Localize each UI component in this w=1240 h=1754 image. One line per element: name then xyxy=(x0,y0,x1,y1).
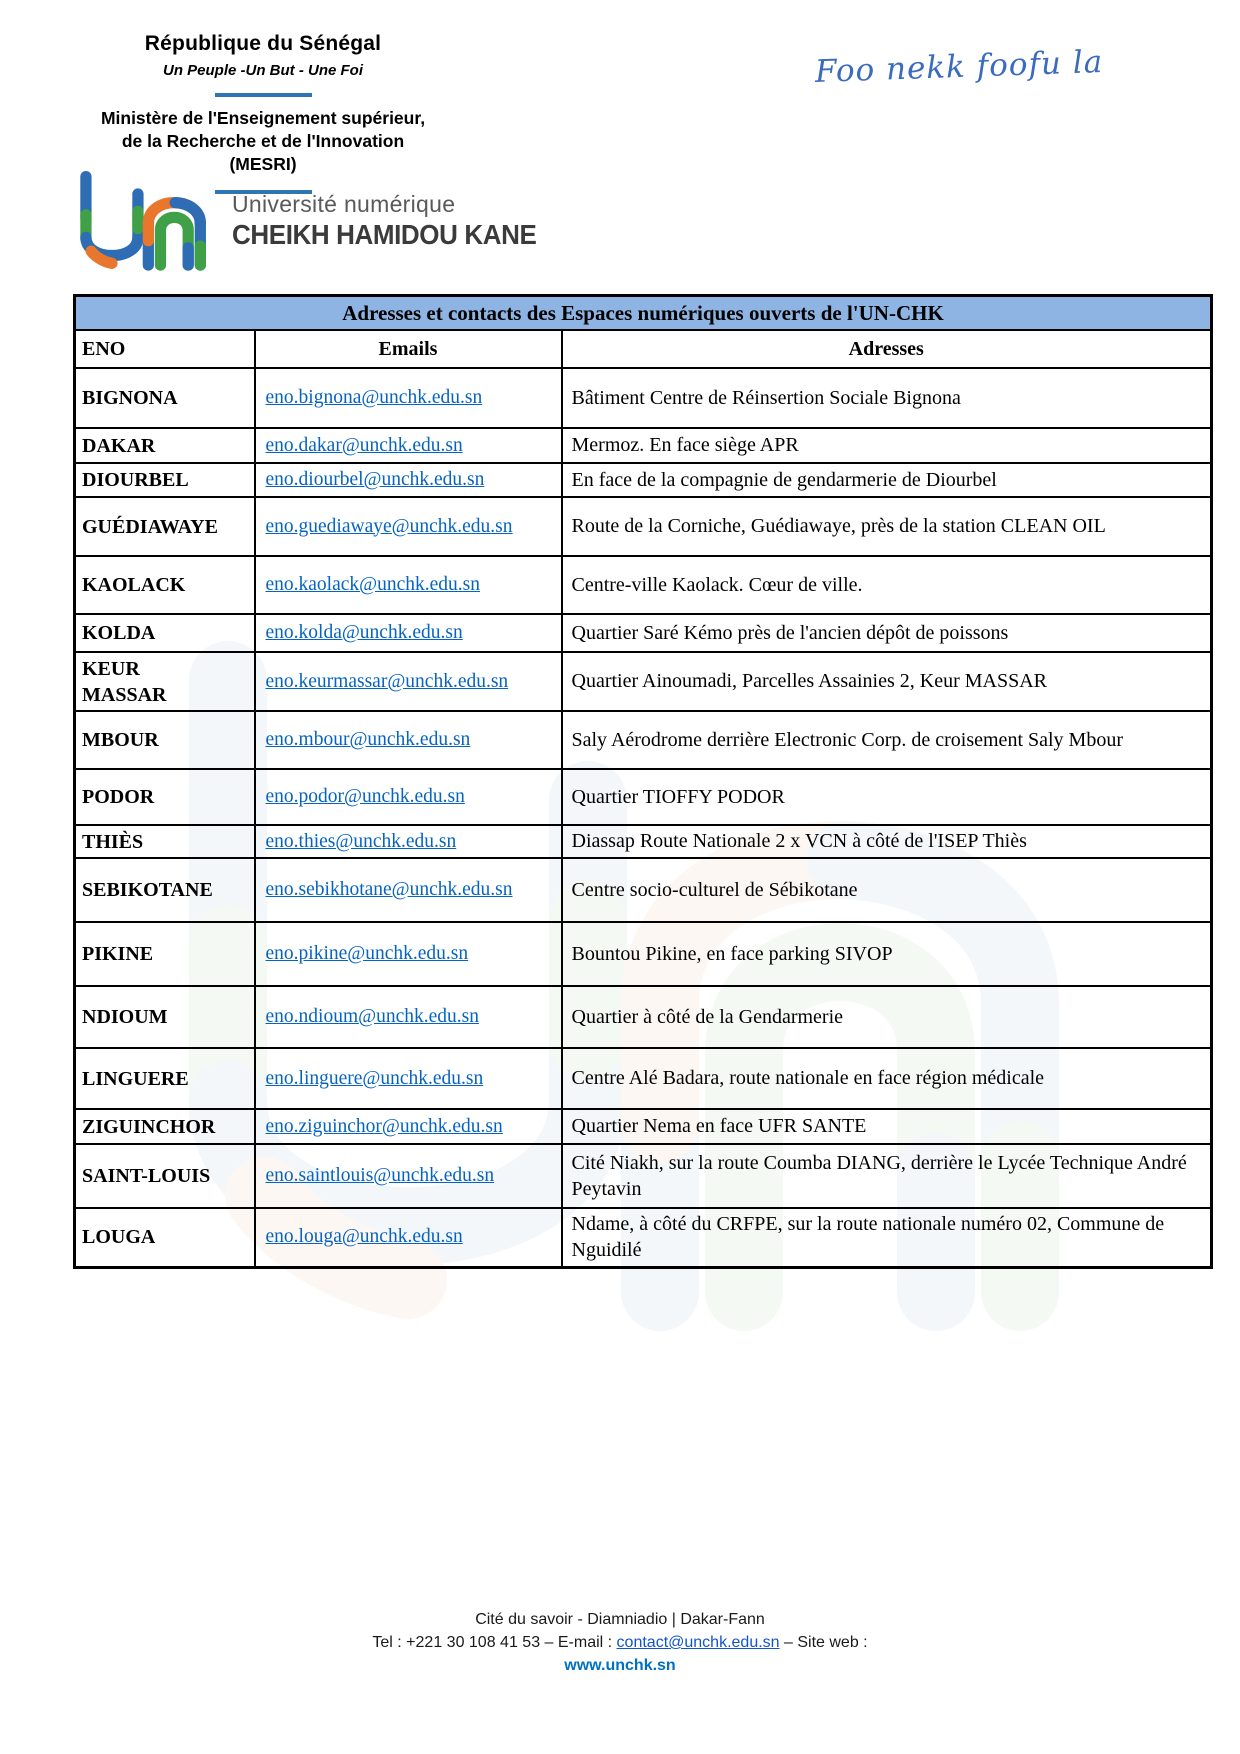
column-header-emails: Emails xyxy=(255,330,562,368)
republic-title: République du Sénégal xyxy=(144,32,382,55)
address-cell: Centre-ville Kaolack. Cœur de ville. xyxy=(562,556,1212,614)
university-logo xyxy=(70,168,536,272)
email-link[interactable]: eno.ndioum@unchk.edu.sn xyxy=(265,1006,479,1027)
footer-tel-label: Tel : +221 30 108 41 53 – E-mail : xyxy=(372,1634,617,1651)
footer-contact-line xyxy=(0,1631,1240,1654)
eno-cell: LOUGA xyxy=(75,1208,255,1267)
handwritten-note: Foo nekk foofu la xyxy=(814,43,1104,91)
eno-cell: PODOR xyxy=(75,769,255,825)
email-link[interactable]: eno.dakar@unchk.edu.sn xyxy=(265,434,463,456)
eno-cell: GUÉDIAWAYE xyxy=(75,497,255,556)
email-cell xyxy=(255,463,562,497)
table-row xyxy=(75,922,1212,986)
eno-cell: SEBIKOTANE xyxy=(75,858,255,922)
logo-wordmark xyxy=(232,191,536,250)
email-cell xyxy=(255,1144,562,1208)
table-title-row xyxy=(75,296,1212,331)
email-cell xyxy=(255,769,562,825)
table-row xyxy=(75,825,1212,858)
ministry-line1: Ministère de l'Enseignement supérieur, xyxy=(100,108,426,128)
table-row xyxy=(75,769,1212,825)
email-link[interactable]: eno.podor@unchk.edu.sn xyxy=(265,786,465,807)
email-link[interactable]: eno.kaolack@unchk.edu.sn xyxy=(265,574,481,595)
address-cell: Quartier Nema en face UFR SANTE xyxy=(562,1109,1212,1144)
address-cell: Quartier à côté de la Gendarmerie xyxy=(562,986,1212,1048)
email-cell xyxy=(255,1109,562,1144)
email-link[interactable]: eno.mbour@unchk.edu.sn xyxy=(265,729,471,750)
email-link[interactable]: eno.sebikhotane@unchk.edu.sn xyxy=(265,879,513,900)
address-cell: Diassap Route Nationale 2 x VCN à côté de l'ISEP Thiès xyxy=(562,825,1212,858)
national-motto: Un Peuple -Un But - Une Foi xyxy=(163,62,363,79)
address-cell: Bâtiment Centre de Réinsertion Sociale Bignona xyxy=(562,368,1212,428)
eno-cell: KAOLACK xyxy=(75,556,255,614)
eno-cell: LINGUERE xyxy=(75,1048,255,1109)
un-logo-icon xyxy=(70,168,218,272)
table-row xyxy=(75,428,1212,463)
footer-email-link[interactable]: contact@unchk.edu.sn xyxy=(616,1634,780,1651)
address-cell: Quartier Saré Kémo près de l'ancien dépôt de poissons xyxy=(562,614,1212,652)
table-row xyxy=(75,711,1212,769)
table-row xyxy=(75,1208,1212,1267)
address-cell: Bountou Pikine, en face parking SIVOP xyxy=(562,922,1212,986)
eno-cell: NDIOUM xyxy=(75,986,255,1048)
email-cell xyxy=(255,858,562,922)
footer-address-line: Cité du savoir - Diamniadio | Dakar-Fann xyxy=(475,1611,765,1628)
address-cell: Centre socio-culturel de Sébikotane xyxy=(562,858,1212,922)
email-link[interactable]: eno.louga@unchk.edu.sn xyxy=(265,1226,463,1248)
email-cell xyxy=(255,825,562,858)
table-row xyxy=(75,614,1212,652)
email-cell xyxy=(255,497,562,556)
table-row xyxy=(75,368,1212,428)
ministry-line2: de la Recherche et de l'Innovation (MESRI) xyxy=(121,131,405,174)
table-row xyxy=(75,858,1212,922)
footer-site-label: – Site web : xyxy=(779,1634,868,1651)
table-row xyxy=(75,652,1212,711)
table-row xyxy=(75,986,1212,1048)
table-row xyxy=(75,1048,1212,1109)
email-link[interactable]: eno.kolda@unchk.edu.sn xyxy=(265,622,463,643)
table-row xyxy=(75,497,1212,556)
email-cell xyxy=(255,614,562,652)
eno-cell: DIOURBEL xyxy=(75,463,255,497)
email-link[interactable]: eno.keurmassar@unchk.edu.sn xyxy=(265,670,509,692)
email-cell xyxy=(255,986,562,1048)
table-title: Adresses et contacts des Espaces numériques ouverts de l'UN-CHK xyxy=(75,296,1212,331)
email-link[interactable]: eno.thies@unchk.edu.sn xyxy=(265,830,457,852)
logo-line1: Université numérique xyxy=(232,190,456,217)
address-cell: Centre Alé Badara, route nationale en face région médicale xyxy=(562,1048,1212,1109)
address-cell: En face de la compagnie de gendarmerie de Diourbel xyxy=(562,463,1212,497)
eno-cell: KEUR MASSAR xyxy=(75,652,255,711)
logo-line2: CHEIKH HAMIDOU KANE xyxy=(232,218,537,250)
eno-cell: KOLDA xyxy=(75,614,255,652)
email-cell xyxy=(255,1048,562,1109)
eno-cell: PIKINE xyxy=(75,922,255,986)
table-header-row xyxy=(75,330,1212,368)
table-row xyxy=(75,1144,1212,1208)
email-cell xyxy=(255,1208,562,1267)
table-row xyxy=(75,1109,1212,1144)
email-link[interactable]: eno.bignona@unchk.edu.sn xyxy=(265,387,483,408)
email-link[interactable]: eno.pikine@unchk.edu.sn xyxy=(265,943,469,964)
divider-rule-top xyxy=(215,93,312,97)
email-cell xyxy=(255,711,562,769)
address-cell: Mermoz. En face siège APR xyxy=(562,428,1212,463)
email-cell xyxy=(255,428,562,463)
address-cell: Route de la Corniche, Guédiawaye, près de la station CLEAN OIL xyxy=(562,497,1212,556)
address-cell: Saly Aérodrome derrière Electronic Corp. de croisement Saly Mbour xyxy=(562,711,1212,769)
eno-cell: DAKAR xyxy=(75,428,255,463)
footer-website-link[interactable]: www.unchk.sn xyxy=(564,1657,676,1674)
table-row xyxy=(75,463,1212,497)
address-cell: Cité Niakh, sur la route Coumba DIANG, derrière le Lycée Technique André Peytavin xyxy=(562,1144,1212,1208)
email-cell xyxy=(255,922,562,986)
eno-contacts-table xyxy=(73,294,1213,1269)
email-link[interactable]: eno.linguere@unchk.edu.sn xyxy=(265,1067,484,1089)
column-header-adresses: Adresses xyxy=(562,330,1212,368)
column-header-eno: ENO xyxy=(75,330,255,368)
eno-cell: BIGNONA xyxy=(75,368,255,428)
eno-cell: SAINT-LOUIS xyxy=(75,1144,255,1208)
eno-cell: ZIGUINCHOR xyxy=(75,1109,255,1144)
email-link[interactable]: eno.saintlouis@unchk.edu.sn xyxy=(265,1165,495,1186)
table-row xyxy=(75,556,1212,614)
address-cell: Ndame, à côté du CRFPE, sur la route nationale numéro 02, Commune de Nguidilé xyxy=(562,1208,1212,1267)
email-cell xyxy=(255,368,562,428)
email-link[interactable]: eno.guediawaye@unchk.edu.sn xyxy=(265,515,513,537)
page-footer xyxy=(0,1608,1240,1677)
email-link[interactable]: eno.diourbel@unchk.edu.sn xyxy=(265,469,485,490)
eno-cell: THIÈS xyxy=(75,825,255,858)
address-cell: Quartier Ainoumadi, Parcelles Assainies 2, Keur MASSAR xyxy=(562,652,1212,711)
email-cell xyxy=(255,556,562,614)
eno-cell: MBOUR xyxy=(75,711,255,769)
address-cell: Quartier TIOFFY PODOR xyxy=(562,769,1212,825)
email-cell xyxy=(255,652,562,711)
email-link[interactable]: eno.ziguinchor@unchk.edu.sn xyxy=(265,1115,503,1137)
